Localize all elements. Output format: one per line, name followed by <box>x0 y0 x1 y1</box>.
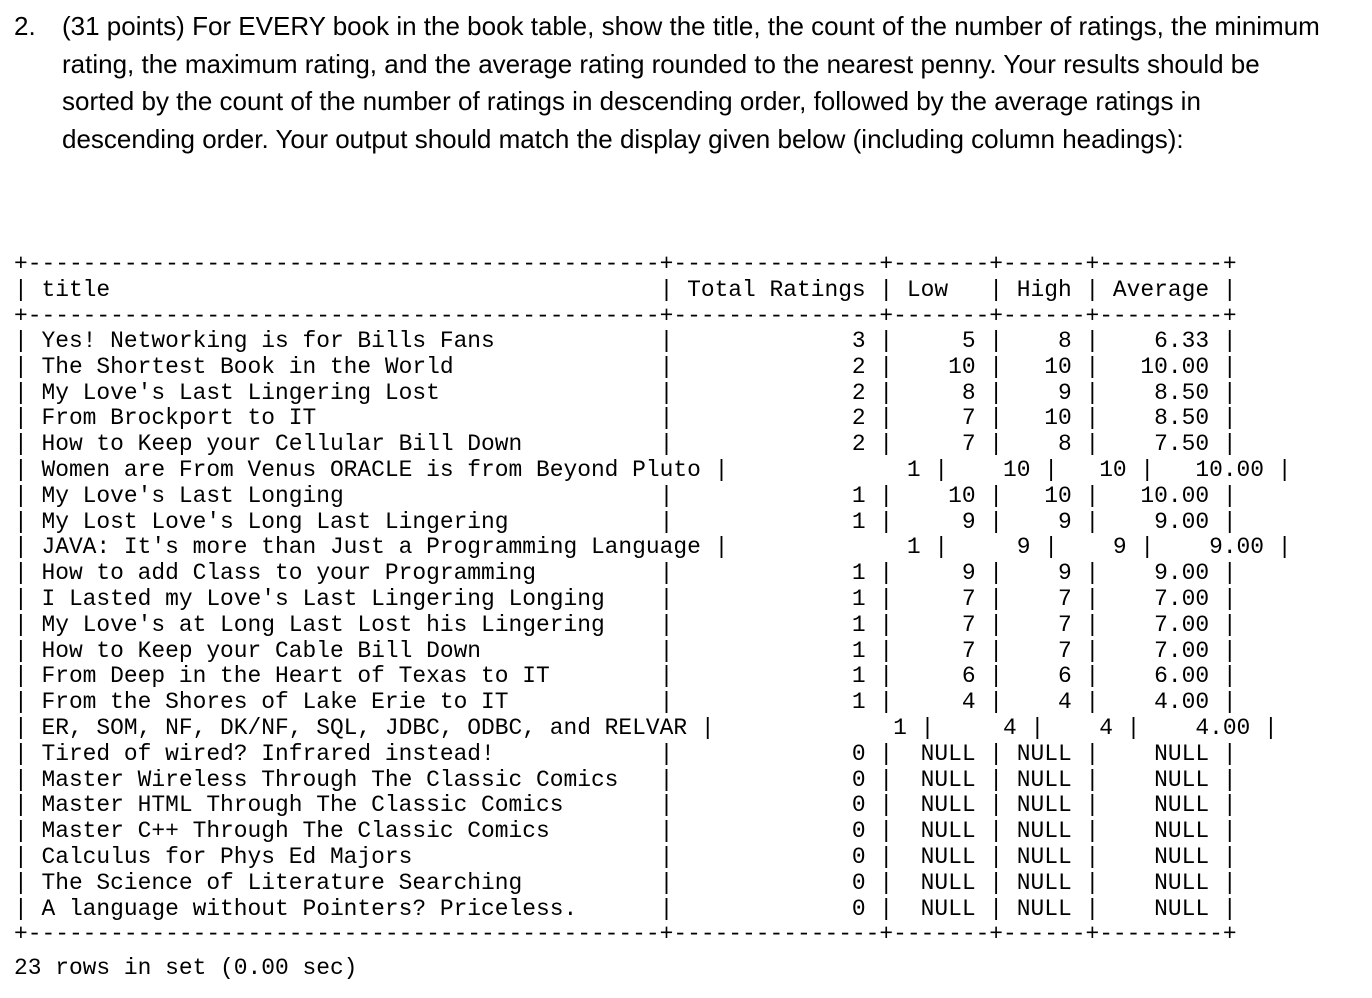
table-row: | I Lasted my Love's Last Lingering Longing | 1 | 7 | 7 | 7.00 | <box>14 585 1237 612</box>
table-row: | Master C++ Through The Classic Comics | 0 | NULL | NULL | NULL | <box>14 818 1237 845</box>
table-header-row: | title | Total Ratings | Low | High | Average | <box>14 277 1237 303</box>
question-text: (31 points) For EVERY book in the book table, show the title, the count of the number of ratings, the minimum rating, the maximum rating, and the average rating rounded to the nearest penny. Your results should be sorted by the count of the number of ratings in descending order, followed by the average ratings in descending order. Your output should match the display given below (including column headings): <box>62 11 1320 154</box>
table-row: | Calculus for Phys Ed Majors | 0 | NULL | NULL | NULL | <box>14 843 1237 870</box>
question-number: 2. <box>14 11 36 41</box>
table-row: | Tired of wired? Infrared instead! | 0 | NULL | NULL | NULL | <box>14 740 1237 767</box>
query-output <box>14 252 1292 981</box>
table-row: | How to add Class to your Programming | 1 | 9 | 9 | 9.00 | <box>14 560 1237 587</box>
table-row: | Yes! Networking is for Bills Fans | 3 | 5 | 8 | 6.33 | <box>14 328 1237 354</box>
row-count-footer: 23 rows in set (0.00 sec) <box>14 955 358 982</box>
table-row: | From the Shores of Lake Erie to IT | 1 | 4 | 4 | 4.00 | <box>14 689 1237 716</box>
table-row: | How to Keep your Cable Bill Down | 1 | 7 | 7 | 7.00 | <box>14 637 1237 664</box>
table-row: | From Deep in the Heart of Texas to IT | 1 | 6 | 6 | 6.00 | <box>14 663 1237 690</box>
table-row: | My Love's Last Longing | 1 | 10 | 10 | 10.00 | <box>14 482 1237 509</box>
question-block <box>14 8 1334 158</box>
table-row: | How to Keep your Cellular Bill Down | 2 | 7 | 8 | 7.50 | <box>14 431 1237 458</box>
table-row: | The Shortest Book in the World | 2 | 10 | 10 | 10.00 | <box>14 353 1237 380</box>
table-row: | My Love's at Long Last Lost his Lingering | 1 | 7 | 7 | 7.00 | <box>14 611 1237 638</box>
table-row: | The Science of Literature Searching | 0 | NULL | NULL | NULL | <box>14 869 1237 896</box>
table-row: | Master Wireless Through The Classic Comics | 0 | NULL | NULL | NULL | <box>14 766 1237 793</box>
table-body <box>14 329 1292 922</box>
table-border-bottom: +----------------------------------------------+---------------+-------+------+---------+ <box>14 921 1237 948</box>
table-row: | Master HTML Through The Classic Comics | 0 | NULL | NULL | NULL | <box>14 792 1237 819</box>
table-row: | My Lost Love's Long Last Lingering | 1 | 9 | 9 | 9.00 | <box>14 508 1237 535</box>
table-row: | A language without Pointers? Priceless. | 0 | NULL | NULL | NULL | <box>14 895 1237 922</box>
table-row: | ER, SOM, NF, DK/NF, SQL, JDBC, ODBC, and RELVAR | 1 | 4 | 4 | 4.00 | <box>14 714 1278 741</box>
table-row: | Women are From Venus ORACLE is from Beyond Pluto | 1 | 10 | 10 | 10.00 | <box>14 456 1292 483</box>
table-row: | From Brockport to IT | 2 | 7 | 10 | 8.50 | <box>14 405 1237 432</box>
table-border-top: +----------------------------------------------+---------------+-------+------+---------+ <box>14 251 1237 277</box>
table-border-header: +----------------------------------------------+---------------+-------+------+---------+ <box>14 303 1237 329</box>
table-row: | My Love's Last Lingering Lost | 2 | 8 | 9 | 8.50 | <box>14 379 1237 406</box>
table-row: | JAVA: It's more than Just a Programming Language | 1 | 9 | 9 | 9.00 | <box>14 534 1292 561</box>
